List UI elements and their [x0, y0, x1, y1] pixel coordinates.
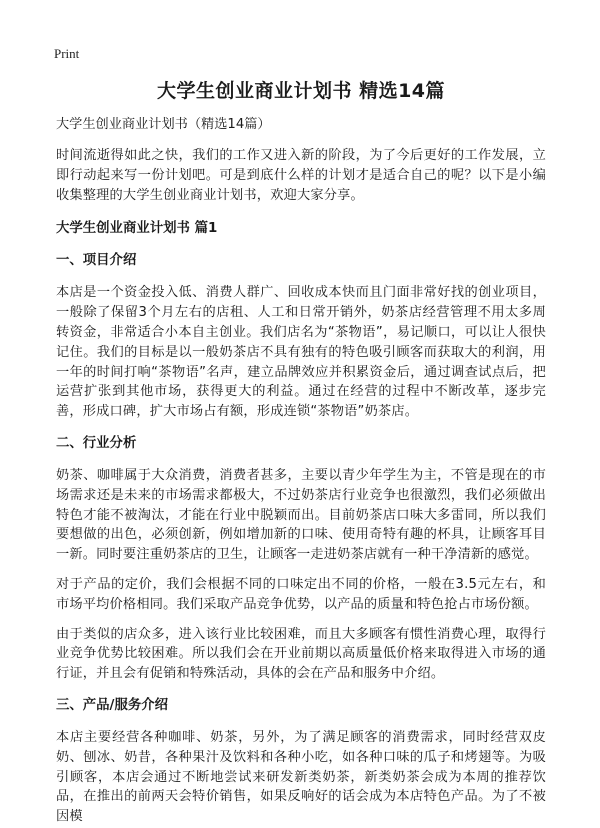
article [56, 76, 546, 827]
print-link[interactable]: Print [54, 46, 80, 61]
section-paragraph: 本店主要经营各种咖啡、奶茶，另外，为了满足顾客的消费需求，同时经营双皮奶、刨冰、奶昔，各种果汁及饮料和各种小吃，如各种口味的瓜子和烤翅等。为吸引顾客，本店会通过不断地尝试来研发新类奶茶，新类奶茶会成为本周的推荐饮品，在推出的前两天会特价销售，如果反响好的话会成为本店特色产品。为了不被因模 [56, 729, 546, 825]
section-heading-industry-analysis: 二、行业分析 [56, 435, 137, 451]
article-subtitle: 大学生创业商业计划书（精选14篇） [56, 117, 271, 132]
intro-paragraph: 时间流逝得如此之快，我们的工作又进入新的阶段，为了今后更好的工作发展，立即行动起来写一份计划吧。可是到底什么样的计划才是适合自己的呢？以下是小编收集整理的大学生创业商业计划书，欢迎大家分享。 [56, 148, 546, 203]
section-heading-products-services: 三、产品/服务介绍 [56, 697, 169, 713]
section-paragraph: 对于产品的定价，我们会根据不同的口味定出不同的价格，一般在3.5元左右，和市场平均价格相同。我们采取产品竞争优势，以产品的质量和特色抢占市场份额。 [56, 576, 546, 612]
section-paragraph: 本店是一个资金投入低、消费人群广、回收成本快而且门面非常好找的创业项目，一般除了保留3个月左右的店租、人工和日常开销外，奶茶店经营管理不用太多周转资金，非常适合小本自主创业。我们店名为“茶物语”，易记顺口，可以让人很快记住。我们的目标是以一般奶茶店不具有独有的特色吸引顾客而获取大的利润，用一年的时间打响“茶物语”名声，建立品牌效应并积累资金后，通过调查试点后，把运营扩张到其他市场，获得更大的利益。通过在经营的过程中不断改革，逐步完善，形成口碑，扩大市场占有额，形成连锁“茶物语”奶茶店。 [56, 285, 546, 420]
page-title: 大学生创业商业计划书 精选14篇 [156, 80, 446, 102]
part-heading: 大学生创业商业计划书 篇1 [56, 221, 218, 237]
section-paragraph: 奶茶、咖啡属于大众消费，消费者甚多，主要以青少年学生为主，不管是现在的市场需求还是未来的市场需求都极大，不过奶茶店行业竞争也很激烈，我们必须做出特色才能不被淘汰，才能在行业中脱颖而出。目前奶茶店口味大多雷同，所以我们要想做的出色，必须创新，例如增加新的口味、使用奇特有趣的杯具，让顾客耳目一新。同时要注重奶茶店的卫生，让顾客一走进奶茶店就有一种干净清新的感觉。 [56, 467, 546, 563]
section-paragraph: 由于类似的店众多，进入该行业比较困难，而且大多顾客有惯性消费心理，取得行业竞争优势比较困难。所以我们会在开业前期以高质量低价格来取得进入市场的通行证，并且会有促销和特殊活动，具体的会在产品和服务中介绍。 [56, 626, 546, 682]
section-heading-project-intro: 一、项目介绍 [56, 253, 137, 269]
